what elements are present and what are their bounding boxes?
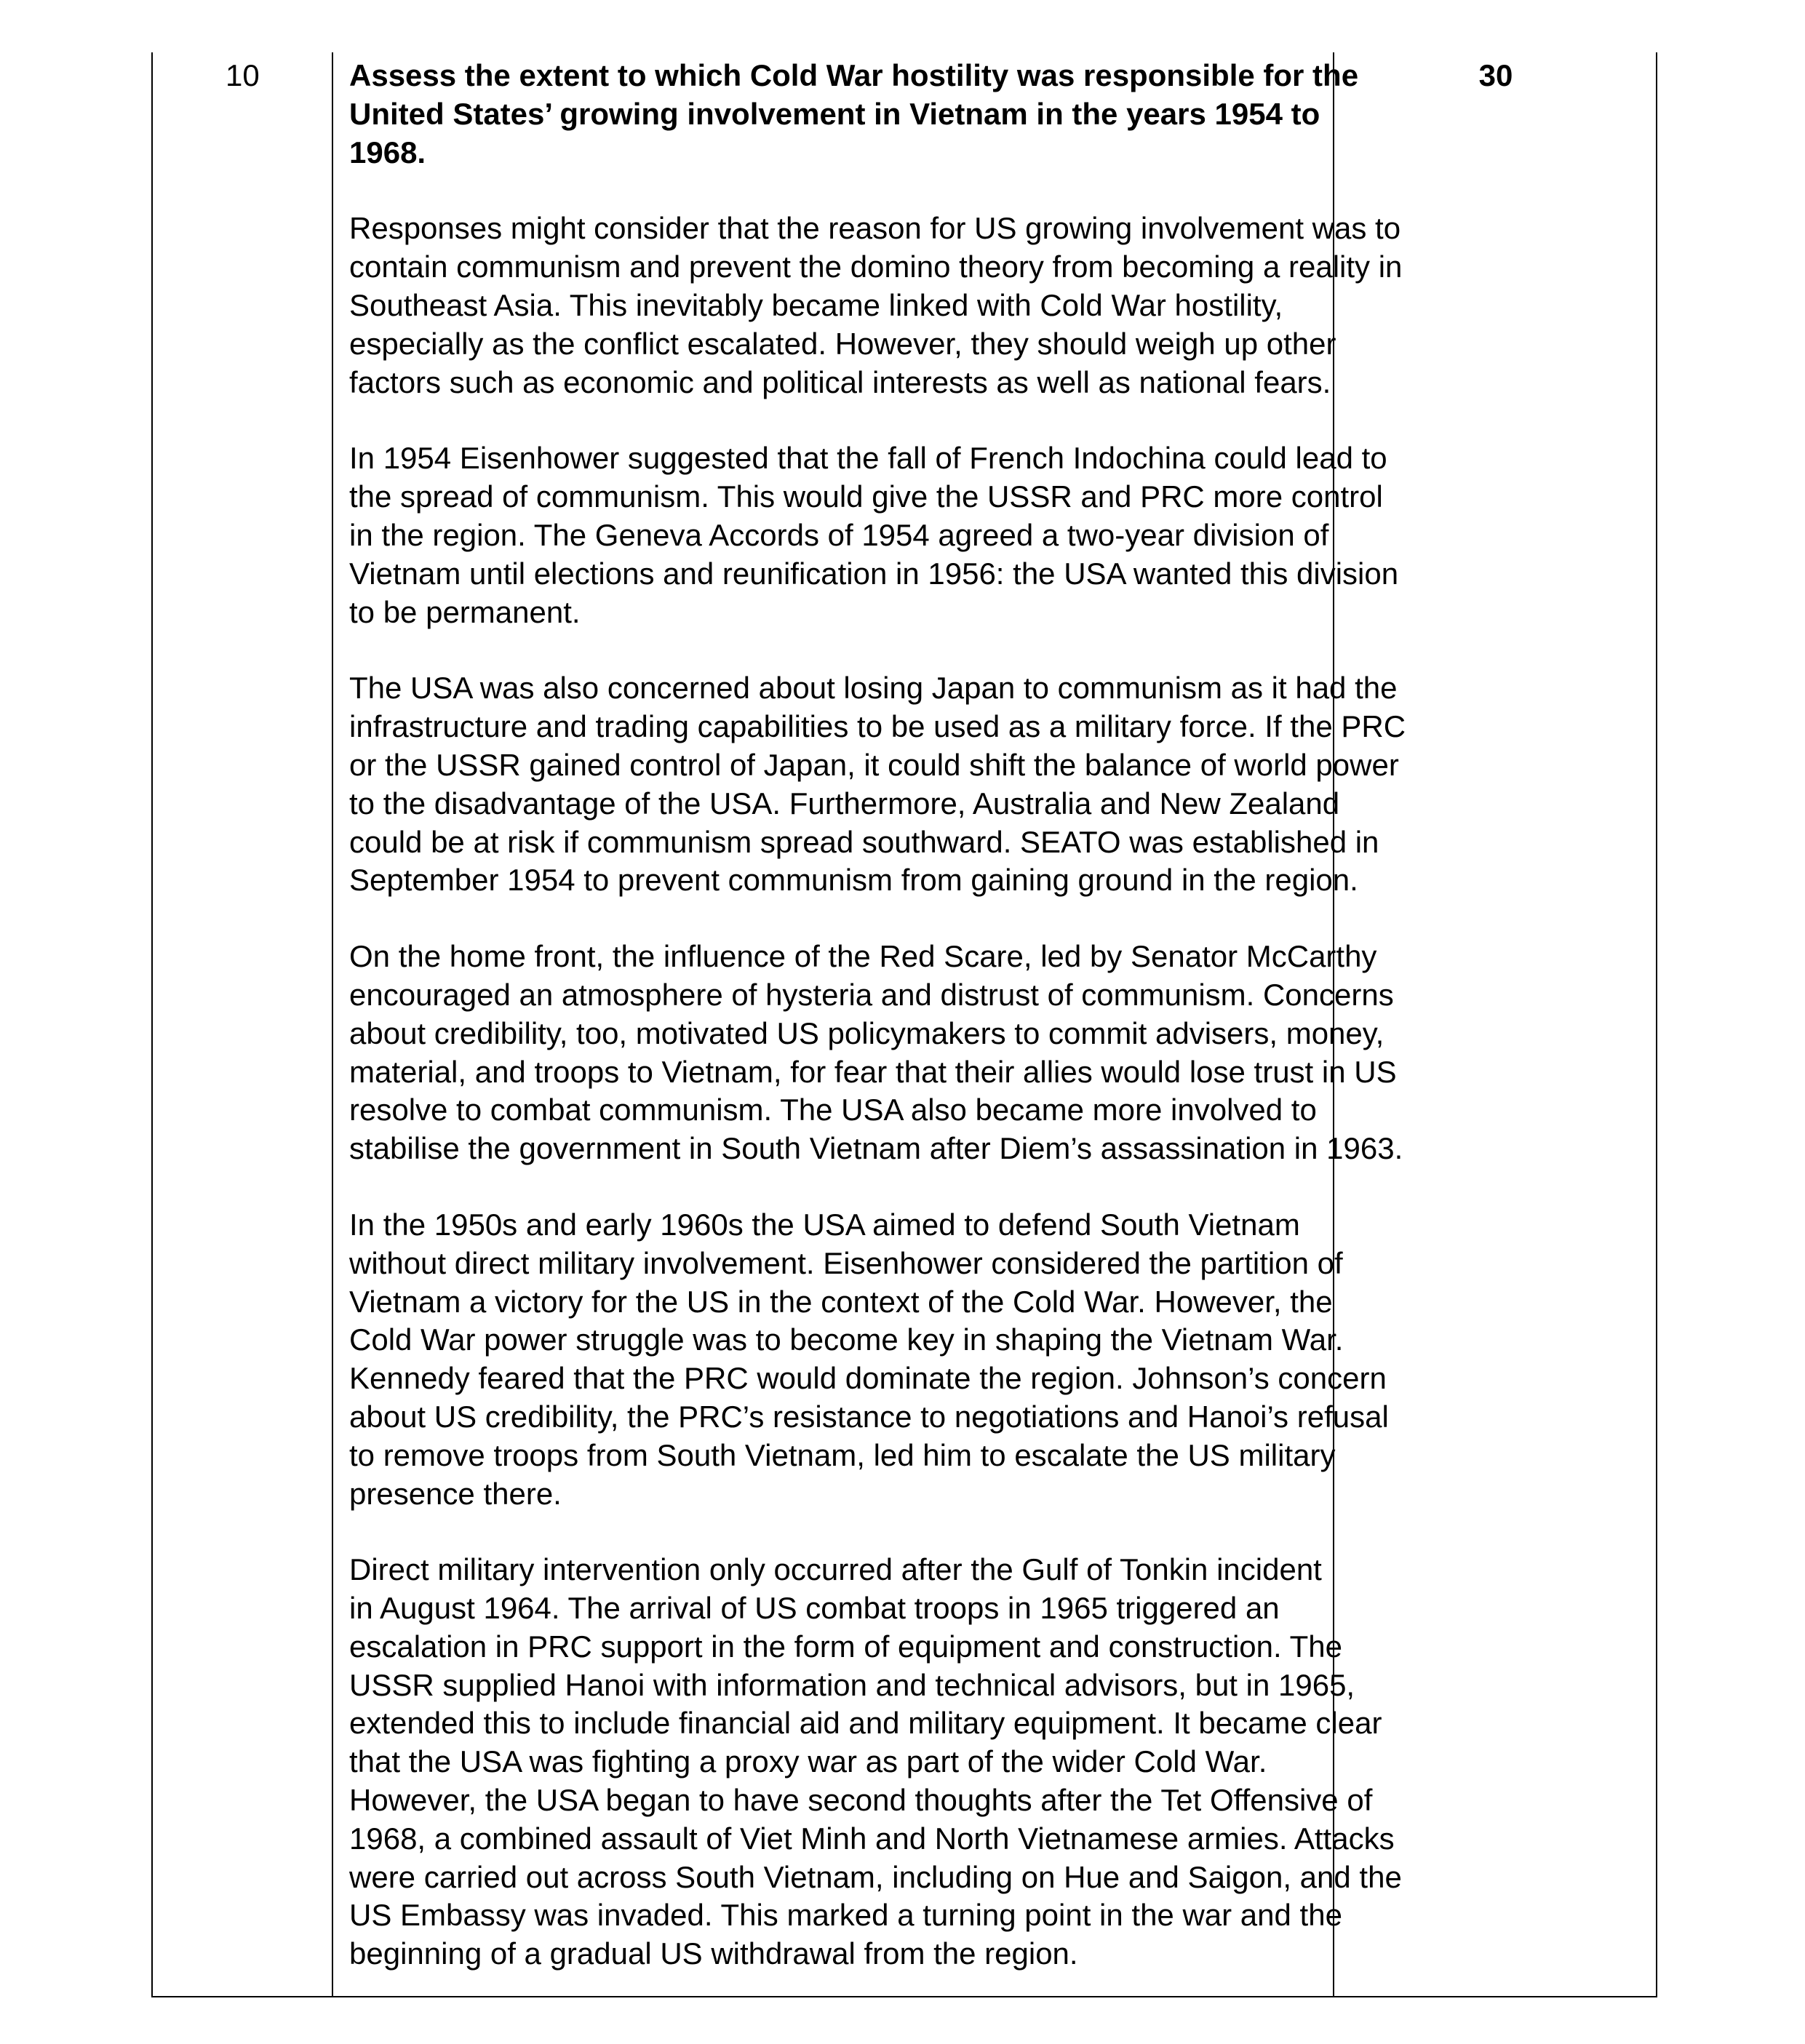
question-title-line: Assess the extent to which Cold War hostility was responsible for the bbox=[349, 58, 1359, 92]
paragraph-line: stabilise the government in South Vietnam after Diem’s assassination in 1963. bbox=[349, 1131, 1403, 1166]
paragraph-line: Cold War power struggle was to become key in shaping the Vietnam War. bbox=[349, 1322, 1344, 1357]
paragraph-line: factors such as economic and political interests as well as national fears. bbox=[349, 364, 1331, 399]
paragraph-line: Responses might consider that the reason for US growing involvement was to bbox=[349, 211, 1401, 246]
paragraph-line: escalation in PRC support in the form of equipment and construction. The bbox=[349, 1629, 1342, 1664]
guidance-paragraphs bbox=[349, 209, 1666, 1973]
paragraph-line: beginning of a gradual US withdrawal from the region. bbox=[349, 1936, 1078, 1971]
guidance-paragraph bbox=[349, 938, 1666, 1168]
paragraph-line: were carried out across South Vietnam, including on Hue and Saigon, and the bbox=[349, 1859, 1402, 1894]
paragraph-line: September 1954 to prevent communism from gaining ground in the region. bbox=[349, 863, 1358, 898]
paragraph-line: that the USA was fighting a proxy war as part of the wider Cold War. bbox=[349, 1744, 1267, 1779]
paragraph-line: material, and troops to Vietnam, for fear that their allies would lose trust in US bbox=[349, 1054, 1397, 1089]
paragraph-line: encouraged an atmosphere of hysteria and distrust of communism. Concerns bbox=[349, 977, 1394, 1012]
paragraph-line: The USA was also concerned about losing Japan to communism as it had the bbox=[349, 671, 1398, 706]
paragraph-line: without direct military involvement. Eisenhower considered the partition of bbox=[349, 1245, 1343, 1280]
paragraph-line: in the region. The Geneva Accords of 1954 agreed a two-year division of bbox=[349, 517, 1329, 552]
guidance-paragraph bbox=[349, 669, 1666, 900]
paragraph-line: especially as the conflict escalated. However, they should weigh up other bbox=[349, 326, 1336, 361]
mark-scheme-table bbox=[151, 52, 1657, 1997]
answer-guidance bbox=[349, 57, 1666, 1973]
paragraph-line: resolve to combat communism. The USA also became more involved to bbox=[349, 1093, 1317, 1127]
paragraph-line: However, the USA began to have second thoughts after the Tet Offensive of bbox=[349, 1783, 1373, 1818]
paragraph-line: Direct military intervention only occurred after the Gulf of Tonkin incident bbox=[349, 1552, 1322, 1587]
paragraph-line: Vietnam until elections and reunification in 1956: the USA wanted this division bbox=[349, 556, 1399, 591]
paragraph-line: the spread of communism. This would give the USSR and PRC more control bbox=[349, 479, 1383, 514]
paragraph-line: 1968, a combined assault of Viet Minh and North Vietnamese armies. Attacks bbox=[349, 1821, 1395, 1856]
paragraph-line: in August 1964. The arrival of US combat troops in 1965 triggered an bbox=[349, 1591, 1280, 1626]
paragraph-line: presence there. bbox=[349, 1476, 562, 1511]
paragraph-line: In 1954 Eisenhower suggested that the fall of French Indochina could lead to bbox=[349, 441, 1387, 476]
paragraph-line: US Embassy was invaded. This marked a turning point in the war and the bbox=[349, 1898, 1342, 1933]
guidance-paragraph bbox=[349, 439, 1666, 631]
paragraph-line: Southeast Asia. This inevitably became linked with Cold War hostility, bbox=[349, 287, 1283, 322]
guidance-paragraph bbox=[349, 209, 1666, 402]
paragraph-line: Kennedy feared that the PRC would dominate the region. Johnson’s concern bbox=[349, 1361, 1387, 1396]
paragraph-line: contain communism and prevent the domino theory from becoming a reality in bbox=[349, 249, 1403, 284]
paragraph-line: to remove troops from South Vietnam, led him to escalate the US military bbox=[349, 1437, 1336, 1472]
question-number: 10 bbox=[226, 58, 260, 92]
paragraph-line: to be permanent. bbox=[349, 594, 581, 629]
column-divider-question bbox=[332, 52, 333, 1996]
paragraph-line: On the home front, the influence of the Red Scare, led by Senator McCarthy bbox=[349, 939, 1377, 974]
paragraph-line: extended this to include financial aid and military equipment. It became clear bbox=[349, 1706, 1382, 1741]
question-marks: 30 bbox=[1478, 58, 1513, 92]
paragraph-line: could be at risk if communism spread southward. SEATO was established in bbox=[349, 824, 1379, 859]
paragraph-line: Vietnam a victory for the US in the context of the Cold War. However, the bbox=[349, 1284, 1333, 1319]
paragraph-line: to the disadvantage of the USA. Furthermore, Australia and New Zealand bbox=[349, 786, 1340, 821]
paragraph-line: USSR supplied Hanoi with information and technical advisors, but in 1965, bbox=[349, 1667, 1355, 1702]
paragraph-line: about US credibility, the PRC’s resistance to negotiations and Hanoi’s refusal bbox=[349, 1399, 1389, 1434]
paragraph-line: In the 1950s and early 1960s the USA aimed to defend South Vietnam bbox=[349, 1207, 1300, 1242]
paragraph-line: or the USSR gained control of Japan, it could shift the balance of world power bbox=[349, 747, 1399, 782]
question-title-line: 1968. bbox=[349, 135, 426, 169]
guidance-paragraph bbox=[349, 1551, 1666, 1973]
paragraph-line: about credibility, too, motivated US policymakers to commit advisers, money, bbox=[349, 1015, 1384, 1050]
guidance-paragraph bbox=[349, 1206, 1666, 1513]
paragraph-line: infrastructure and trading capabilities to be used as a military force. If the PRC bbox=[349, 709, 1406, 744]
question-title-line: United States’ growing involvement in Vietnam in the years 1954 to bbox=[349, 96, 1320, 131]
